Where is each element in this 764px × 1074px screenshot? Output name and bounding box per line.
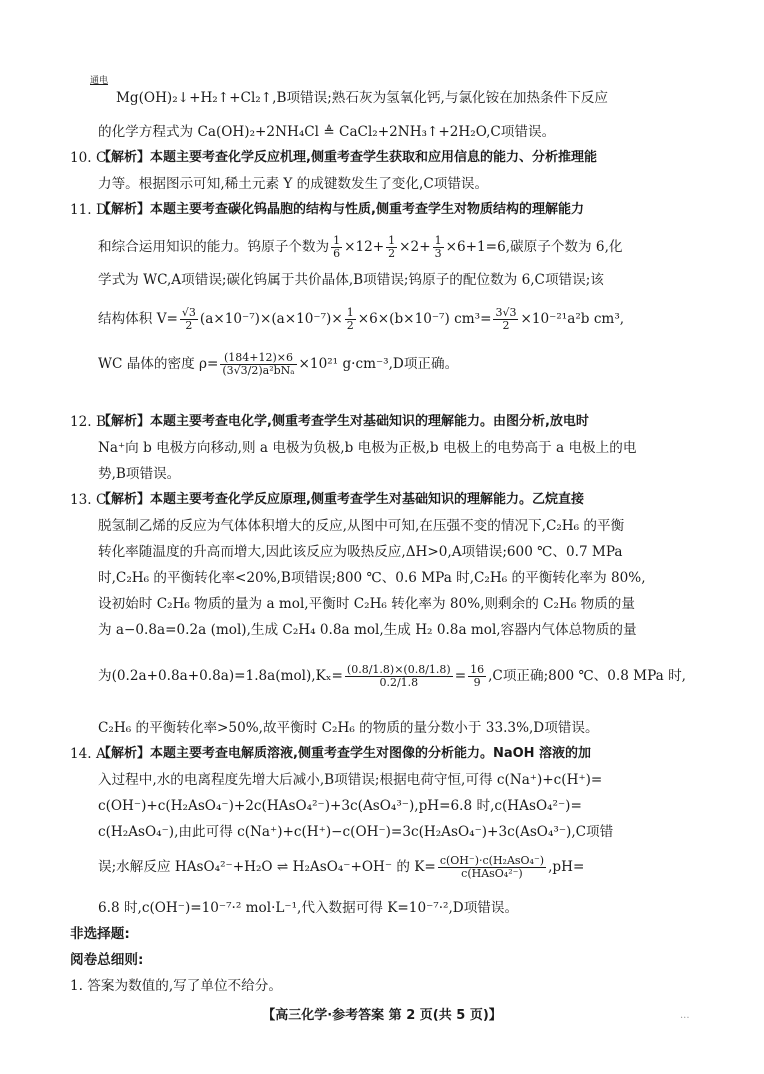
section-subtitle: 阅卷总细则: [70,952,144,968]
density-fraction: $\frac{(184+12)\times 6}{\text{(3√3/2)a²bNₐ}}$ [222,351,295,377]
text-line: 学式为 WC,A项错误;碳化钨属于共价晶体,B项错误;钨原子的配位数为 6,C项错误;该 [98,272,604,288]
text-line: 脱氢制乙烯的反应为气体体积增大的反应,从图中可知,在压强不变的情况下,C₂H₆ 的平衡 [98,518,625,534]
fraction: $\frac{1}{2}$ [346,306,354,332]
text-line: 6.8 时,c(OH⁻)=10⁻⁷·² mol·L⁻¹,代入数据可得 K=10⁻⁷·²,D项错误。 [98,900,519,916]
text-line: 误;水解反应 HAsO₄²⁻+H₂O ⇌ H₂AsO₄⁻+OH⁻ 的 K= $\frac{\text{c(OH⁻)·c(H₂AsO₄⁻)}}{\text{c(HAsO₄²⁻)}}$ ,pH= [98,854,585,880]
text-line: 的化学方程式为 Ca(OH)₂+2NH₄Cl ≜ CaCl₂+2NH₃↑+2H₂O,C项错误。 [98,124,556,140]
text-line: 和综合运用知识的能力。钨原子个数为 $\frac{1}{6}$ ×12+ $\frac{1}{2}$ ×2+ $\frac{1}{3}$ ×6+1=6,碳原子个数为 6,化 [98,234,623,260]
question-number-13: 13. C [70,492,107,508]
question-number-14: 14. A [70,746,106,762]
text-line: 为(0.2a+0.8a+0.8a)=1.8a(mol),Kₓ= $\frac{(0.8/1.8)\times(0.8/1.8)}{0.2/1.8}$ = $\frac{16}{9}$ ,C项正确;800 ℃、0.8 MPa 时, [98,663,686,689]
text-line: 设初始时 C₂H₆ 物质的量为 a mol,平衡时 C₂H₆ 转化率为 80%,则剩余的 C₂H₆ 物质的量 [98,596,635,612]
text-line: 为 a−0.8a=0.2a (mol),生成 C₂H₄ 0.8a mol,生成 H₂ 0.8a mol,容器内气体总物质的量 [98,622,637,638]
k-fraction: $\frac{\text{c(OH⁻)·c(H₂AsO₄⁻)}}{\text{c(HAsO₄²⁻)}}$ [439,854,545,880]
page-footer: 【高三化学·参考答案 第 2 页(共 5 页)】 [262,1008,502,1023]
corner-mark: ... [680,1010,690,1021]
text-line: c(H₂AsO₄⁻),由此可得 c(Na⁺)+c(H⁺)−c(OH⁻)=3c(H₂AsO₄⁻)+3c(AsO₄³⁻),C项错 [98,824,614,840]
text-line: 势,B项错误。 [98,466,181,482]
fraction: $\frac{3√3}{2}$ [495,306,517,332]
q13-analysis-head: 【解析】本题主要考查化学反应原理,侧重考查学生对基础知识的理解能力。乙烷直接 [98,492,584,507]
text-line: 时,C₂H₆ 的平衡转化率<20%,B项错误;800 ℃、0.6 MPa 时,C₂H₆ 的平衡转化率为 80%, [98,570,646,586]
fraction: $\frac{1}{3}$ [434,234,442,260]
question-number-10: 10. C [70,150,107,166]
text-line: Mg(OH)₂↓+H₂↑+Cl₂↑,B项错误;熟石灰为氢氧化钙,与氯化铵在加热条件下反应 [116,90,608,106]
q10-analysis-head: 【解析】本题主要考查化学反应机理,侧重考查学生获取和应用信息的能力、分析推理能 [98,150,597,165]
electrolysis-condition: 通电 [90,76,109,86]
fraction: $\frac{16}{9}$ [470,663,485,689]
question-number-11: 11. D [70,202,107,218]
text-line: Na⁺向 b 电极方向移动,则 a 电极为负极,b 电极为正极,b 电极上的电势高于 a 电极上的电 [98,440,637,456]
rule-item: 1. 答案为数值的,写了单位不给分。 [70,978,282,994]
question-number-12: 12. B [70,414,106,430]
q12-analysis-head: 【解析】本题主要考查电化学,侧重考查学生对基础知识的理解能力。由图分析,放电时 [98,414,589,429]
text-line: c(OH⁻)+c(H₂AsO₄⁻)+2c(HAsO₄²⁻)+3c(AsO₄³⁻),pH=6.8 时,c(HAsO₄²⁻)= [98,798,582,814]
text-line: 入过程中,水的电离程度先增大后减小,B项错误;根据电荷守恒,可得 c(Na⁺)+c(H⁺)= [98,772,603,788]
fraction: $\frac{1}{2}$ [388,234,396,260]
section-title: 非选择题: [70,926,130,942]
kx-fraction: $\frac{(0.8/1.8)\times(0.8/1.8)}{0.2/1.8}$ [346,663,451,689]
text-line: 结构体积 V= $\frac{√3}{2}$ (a×10⁻⁷)×(a×10⁻⁷)× $\frac{1}{2}$ ×6×(b×10⁻⁷) cm³= $\frac{3√3}{2}$ ×10⁻²¹a²b cm³, [98,306,625,332]
text-line: 力等。根据图示可知,稀土元素 Y 的成键数发生了变化,C项错误。 [98,176,489,192]
fraction: $\frac{1}{6}$ [333,234,341,260]
q14-analysis-head: 【解析】本题主要考查电解质溶液,侧重考查学生对图像的分析能力。NaOH 溶液的加 [98,746,592,761]
text-line: 转化率随温度的升高而增大,因此该反应为吸热反应,ΔH>0,A项错误;600 ℃、0.7 MPa [98,544,623,560]
text-line: C₂H₆ 的平衡转化率>50%,故平衡时 C₂H₆ 的物质的量分数小于 33.3%,D项错误。 [98,720,599,736]
q11-analysis-head: 【解析】本题主要考查碳化钨晶胞的结构与性质,侧重考查学生对物质结构的理解能力 [98,202,584,217]
fraction: $\frac{√3}{2}$ [181,306,196,332]
text-line: WC 晶体的密度 ρ= $\frac{(184+12)\times 6}{\text{(3√3/2)a²bNₐ}}$ ×10²¹ g·cm⁻³,D项正确。 [98,351,459,377]
